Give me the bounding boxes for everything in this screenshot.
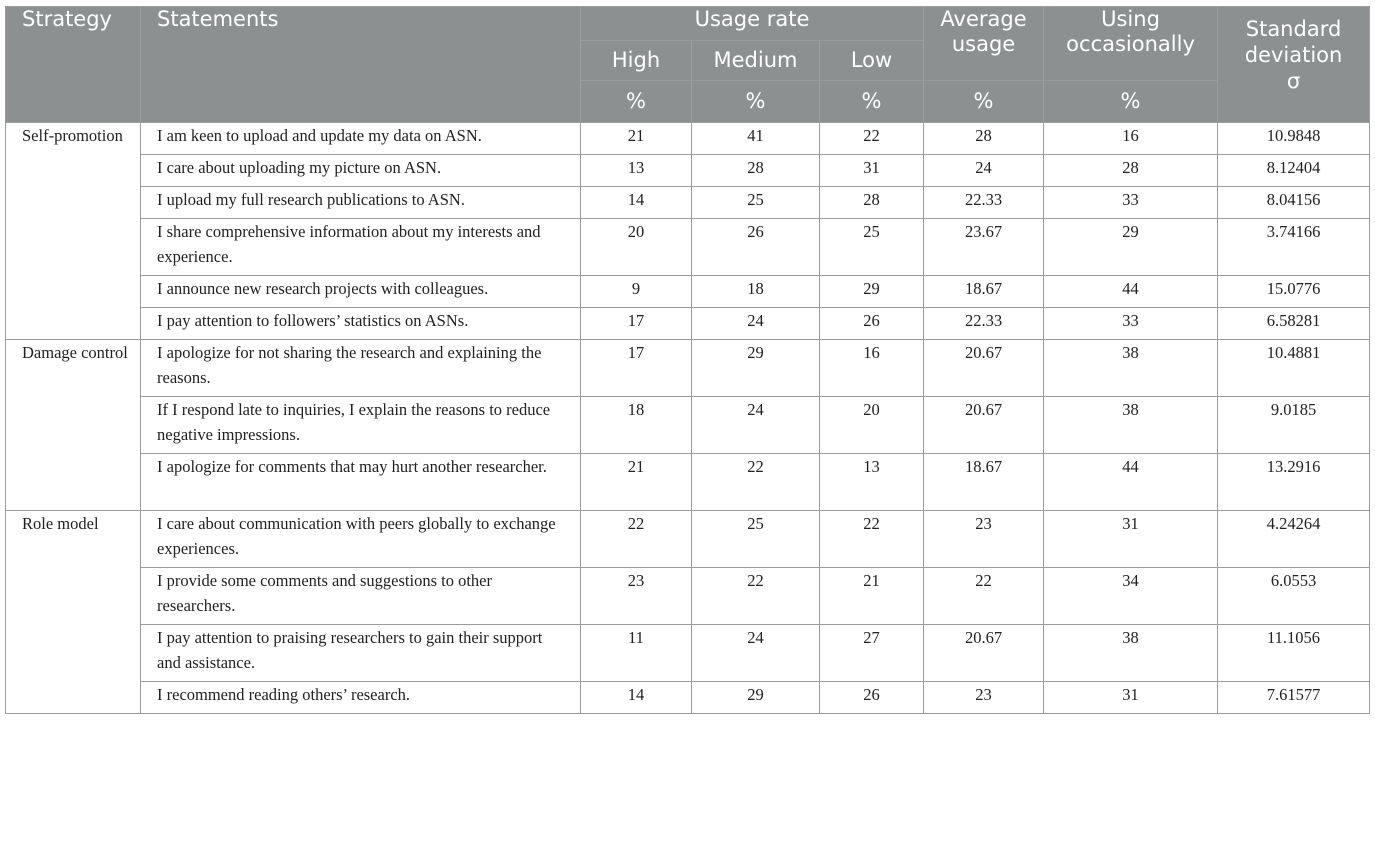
table-header: [6, 7, 1370, 123]
header-using-occasionally: Using occasionally: [1044, 7, 1218, 81]
high-cell: 20: [581, 219, 692, 276]
high-cell: 13: [581, 155, 692, 187]
high-cell: 21: [581, 123, 692, 155]
low-cell: 29: [820, 276, 924, 308]
header-average-usage: Average usage: [924, 7, 1044, 81]
medium-cell: 22: [692, 568, 820, 625]
table-row: [6, 219, 1370, 276]
header-strategy: Strategy: [6, 7, 141, 123]
low-cell: 31: [820, 155, 924, 187]
header-unit-medium: %: [692, 81, 820, 123]
table-row: [6, 568, 1370, 625]
low-cell: 22: [820, 511, 924, 568]
table-row: [6, 454, 1370, 511]
table-row: [6, 511, 1370, 568]
high-cell: 21: [581, 454, 692, 511]
average-cell: 24: [924, 155, 1044, 187]
low-cell: 28: [820, 187, 924, 219]
average-cell: 22: [924, 568, 1044, 625]
average-cell: 20.67: [924, 397, 1044, 454]
header-unit-low: %: [820, 81, 924, 123]
occasional-cell: 31: [1044, 511, 1218, 568]
medium-cell: 28: [692, 155, 820, 187]
table-row: [6, 155, 1370, 187]
table-row: [6, 187, 1370, 219]
header-usage-rate: Usage rate: [581, 7, 924, 41]
low-cell: 21: [820, 568, 924, 625]
high-cell: 23: [581, 568, 692, 625]
occasional-cell: 29: [1044, 219, 1218, 276]
statement-cell: I pay attention to followers’ statistics on ASNs.: [141, 308, 581, 340]
header-statements: Statements: [141, 7, 581, 123]
table-row: [6, 682, 1370, 714]
header-sd-label: Standard deviation: [1244, 17, 1343, 67]
low-cell: 20: [820, 397, 924, 454]
medium-cell: 18: [692, 276, 820, 308]
sd-cell: 9.0185: [1218, 397, 1370, 454]
header-standard-deviation: [1218, 7, 1370, 123]
strategy-cell: Damage control: [6, 340, 141, 511]
high-cell: 9: [581, 276, 692, 308]
header-medium: Medium: [692, 41, 820, 81]
medium-cell: 25: [692, 511, 820, 568]
header-unit-high: %: [581, 81, 692, 123]
medium-cell: 24: [692, 625, 820, 682]
statement-cell: I apologize for comments that may hurt another researcher.: [141, 454, 581, 511]
occasional-cell: 16: [1044, 123, 1218, 155]
sd-cell: 6.0553: [1218, 568, 1370, 625]
low-cell: 26: [820, 682, 924, 714]
average-cell: 20.67: [924, 340, 1044, 397]
medium-cell: 25: [692, 187, 820, 219]
sd-cell: 8.12404: [1218, 155, 1370, 187]
low-cell: 13: [820, 454, 924, 511]
high-cell: 22: [581, 511, 692, 568]
sd-cell: 10.9848: [1218, 123, 1370, 155]
average-cell: 23.67: [924, 219, 1044, 276]
medium-cell: 41: [692, 123, 820, 155]
occasional-cell: 38: [1044, 625, 1218, 682]
strategy-cell: Self-promotion: [6, 123, 141, 340]
medium-cell: 29: [692, 340, 820, 397]
sd-cell: 10.4881: [1218, 340, 1370, 397]
high-cell: 14: [581, 187, 692, 219]
statement-cell: I announce new research projects with colleagues.: [141, 276, 581, 308]
sd-cell: 8.04156: [1218, 187, 1370, 219]
statement-cell: If I respond late to inquiries, I explain the reasons to reduce negative impressions.: [141, 397, 581, 454]
statement-cell: I care about communication with peers globally to exchange experiences.: [141, 511, 581, 568]
occasional-cell: 38: [1044, 340, 1218, 397]
table-row: [6, 123, 1370, 155]
occasional-cell: 33: [1044, 187, 1218, 219]
occasional-cell: 38: [1044, 397, 1218, 454]
medium-cell: 26: [692, 219, 820, 276]
average-cell: 18.67: [924, 454, 1044, 511]
sd-cell: 7.61577: [1218, 682, 1370, 714]
statement-cell: I am keen to upload and update my data on ASN.: [141, 123, 581, 155]
average-cell: 28: [924, 123, 1044, 155]
average-cell: 22.33: [924, 187, 1044, 219]
medium-cell: 24: [692, 308, 820, 340]
sd-cell: 13.2916: [1218, 454, 1370, 511]
header-low: Low: [820, 41, 924, 81]
occasional-cell: 31: [1044, 682, 1218, 714]
low-cell: 25: [820, 219, 924, 276]
table-row: [6, 276, 1370, 308]
table-row: [6, 308, 1370, 340]
high-cell: 11: [581, 625, 692, 682]
strategy-cell: Role model: [6, 511, 141, 714]
sd-cell: 15.0776: [1218, 276, 1370, 308]
high-cell: 14: [581, 682, 692, 714]
header-high: High: [581, 41, 692, 81]
medium-cell: 24: [692, 397, 820, 454]
sd-cell: 11.1056: [1218, 625, 1370, 682]
statement-cell: I apologize for not sharing the research and explaining the reasons.: [141, 340, 581, 397]
statement-cell: I pay attention to praising researchers to gain their support and assistance.: [141, 625, 581, 682]
medium-cell: 29: [692, 682, 820, 714]
statement-cell: I upload my full research publications to ASN.: [141, 187, 581, 219]
statement-cell: I care about uploading my picture on ASN.: [141, 155, 581, 187]
sd-cell: 6.58281: [1218, 308, 1370, 340]
header-unit-occasional: %: [1044, 81, 1218, 123]
table-row: [6, 625, 1370, 682]
sd-cell: 3.74166: [1218, 219, 1370, 276]
statement-cell: I recommend reading others’ research.: [141, 682, 581, 714]
average-cell: 20.67: [924, 625, 1044, 682]
low-cell: 27: [820, 625, 924, 682]
statement-cell: I share comprehensive information about my interests and experience.: [141, 219, 581, 276]
occasional-cell: 44: [1044, 454, 1218, 511]
average-cell: 23: [924, 682, 1044, 714]
high-cell: 17: [581, 308, 692, 340]
average-cell: 23: [924, 511, 1044, 568]
table-row: [6, 340, 1370, 397]
average-cell: 18.67: [924, 276, 1044, 308]
sd-cell: 4.24264: [1218, 511, 1370, 568]
occasional-cell: 44: [1044, 276, 1218, 308]
high-cell: 17: [581, 340, 692, 397]
header-sigma: σ: [1286, 69, 1301, 93]
high-cell: 18: [581, 397, 692, 454]
medium-cell: 22: [692, 454, 820, 511]
table-body: [6, 123, 1370, 714]
low-cell: 22: [820, 123, 924, 155]
average-cell: 22.33: [924, 308, 1044, 340]
occasional-cell: 34: [1044, 568, 1218, 625]
low-cell: 16: [820, 340, 924, 397]
usage-rate-table: [5, 6, 1370, 714]
occasional-cell: 28: [1044, 155, 1218, 187]
header-unit-average: %: [924, 81, 1044, 123]
occasional-cell: 33: [1044, 308, 1218, 340]
statement-cell: I provide some comments and suggestions to other researchers.: [141, 568, 581, 625]
table-row: [6, 397, 1370, 454]
low-cell: 26: [820, 308, 924, 340]
